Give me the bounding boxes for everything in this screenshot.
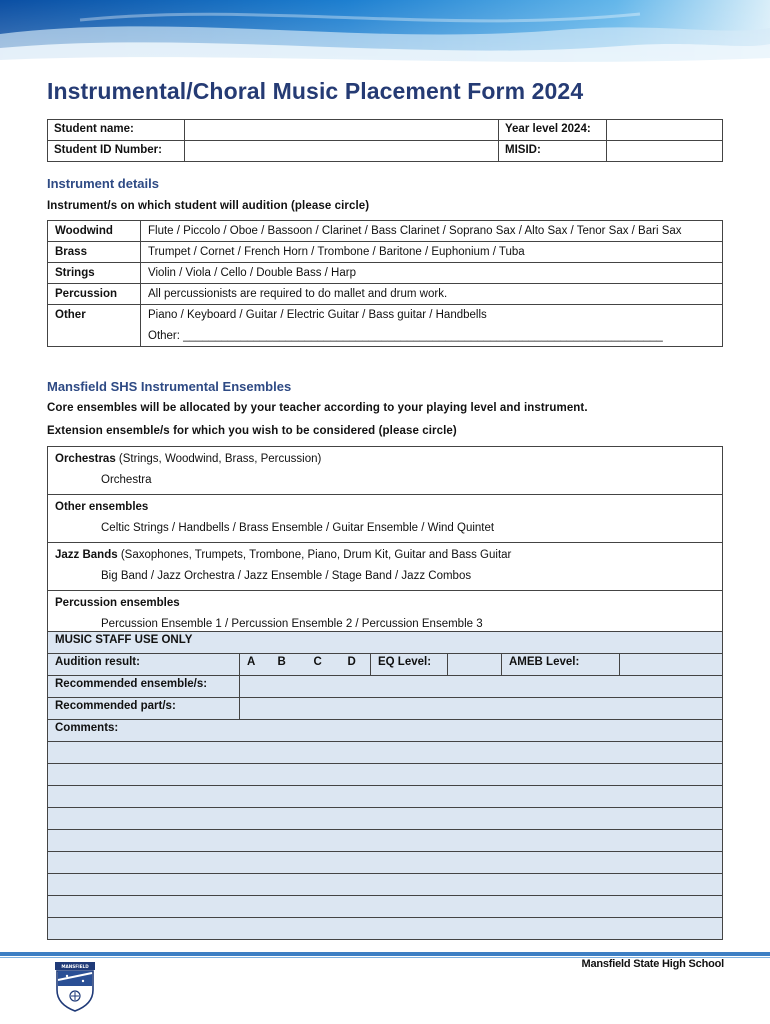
other-instrument-line[interactable]: Other: ___________________________________________________________________________ xyxy=(148,330,663,342)
instrument-row-percussion xyxy=(48,284,723,305)
instrument-category: Other xyxy=(48,305,141,347)
ensemble-group-detail: (Strings, Woodwind, Brass, Percussion) xyxy=(115,453,322,465)
school-crest-icon xyxy=(53,960,97,1012)
comments-line[interactable] xyxy=(48,786,723,808)
misid-field[interactable] xyxy=(607,141,723,162)
ensemble-group-jazz xyxy=(48,543,723,591)
ensemble-options[interactable]: Big Band / Jazz Orchestra / Jazz Ensemble / Stage Band / Jazz Combos xyxy=(101,570,472,582)
extension-ensembles-note: Extension ensemble/s for which you wish to be considered (please circle) xyxy=(47,425,457,437)
student-name-label: Student name: xyxy=(48,120,185,141)
instrument-options: All percussionists are required to do mallet and drum work. xyxy=(141,284,723,305)
crest-text: MANSFIELD xyxy=(61,964,89,970)
ameb-level-label: AMEB Level: xyxy=(502,654,620,676)
recommended-ensemble-field[interactable] xyxy=(240,676,723,698)
recommended-ensemble-label: Recommended ensemble/s: xyxy=(48,676,240,698)
eq-level-label: EQ Level: xyxy=(371,654,448,676)
comments-line[interactable] xyxy=(48,830,723,852)
year-level-label: Year level 2024: xyxy=(499,120,607,141)
comments-line[interactable] xyxy=(48,874,723,896)
instrument-options[interactable]: Piano / Keyboard / Guitar / Electric Guitar / Bass guitar / Handbells xyxy=(148,309,487,321)
instrument-category: Brass xyxy=(48,242,141,263)
instrument-options-cell xyxy=(141,305,723,347)
ensemble-group-title: Orchestras xyxy=(55,453,116,465)
instrument-row-woodwind xyxy=(48,221,723,242)
instrument-options[interactable]: Flute / Piccolo / Oboe / Bassoon / Clarinet / Bass Clarinet / Soprano Sax / Alto Sax / Tenor Sax / Bari Sax xyxy=(141,221,723,242)
staff-use-heading: MUSIC STAFF USE ONLY xyxy=(48,632,723,654)
recommended-part-field[interactable] xyxy=(240,698,723,720)
grade-option[interactable]: A xyxy=(240,654,271,676)
ensemble-table xyxy=(47,446,723,639)
comments-line[interactable] xyxy=(48,764,723,786)
comments-line[interactable] xyxy=(48,896,723,918)
ensemble-group-title: Other ensembles xyxy=(55,501,149,513)
footer-rule xyxy=(0,952,770,956)
comments-label: Comments: xyxy=(48,720,723,742)
audition-result-label: Audition result: xyxy=(48,654,240,676)
instrument-category: Percussion xyxy=(48,284,141,305)
student-details-table xyxy=(47,119,723,162)
core-ensembles-note: Core ensembles will be allocated by your teacher according to your playing level and instrument. xyxy=(47,402,588,414)
ensemble-options[interactable]: Celtic Strings / Handbells / Brass Ensemble / Guitar Ensemble / Wind Quintet xyxy=(101,522,495,534)
ensemble-options[interactable]: Orchestra xyxy=(101,474,152,486)
ensemble-group-title: Percussion ensembles xyxy=(55,597,180,609)
ensemble-options[interactable]: Percussion Ensemble 1 / Percussion Ensemble 2 / Percussion Ensemble 3 xyxy=(101,618,483,630)
ensemble-group-other xyxy=(48,495,723,543)
comments-line[interactable] xyxy=(48,742,723,764)
year-level-field[interactable] xyxy=(607,120,723,141)
instrument-row-other xyxy=(48,305,723,347)
comments-line[interactable] xyxy=(48,808,723,830)
school-name: Mansfield State High School xyxy=(581,958,724,970)
comments-line[interactable] xyxy=(48,852,723,874)
recommended-part-label: Recommended part/s: xyxy=(48,698,240,720)
instrument-row-brass xyxy=(48,242,723,263)
instrument-row-strings xyxy=(48,263,723,284)
ensemble-group-title: Jazz Bands xyxy=(55,549,118,561)
comments-line[interactable] xyxy=(48,918,723,940)
staff-use-table xyxy=(47,631,723,940)
eq-level-field[interactable] xyxy=(448,654,502,676)
page-title: Instrumental/Choral Music Placement Form 2024 xyxy=(47,78,584,104)
instrument-category: Strings xyxy=(48,263,141,284)
ensemble-group-detail: (Saxophones, Trumpets, Trombone, Piano, Drum Kit, Guitar and Bass Guitar xyxy=(117,549,512,561)
grade-option[interactable]: D xyxy=(341,654,371,676)
instrument-options[interactable]: Violin / Viola / Cello / Double Bass / Harp xyxy=(141,263,723,284)
student-id-field[interactable] xyxy=(185,141,499,162)
student-name-field[interactable] xyxy=(185,120,499,141)
ensembles-heading: Mansfield SHS Instrumental Ensembles xyxy=(47,379,292,394)
instrument-table xyxy=(47,220,723,347)
ensemble-group-orchestras xyxy=(48,447,723,495)
misid-label: MISID: xyxy=(499,141,607,162)
instrument-category: Woodwind xyxy=(48,221,141,242)
student-id-label: Student ID Number: xyxy=(48,141,185,162)
instrument-options[interactable]: Trumpet / Cornet / French Horn / Trombone / Baritone / Euphonium / Tuba xyxy=(141,242,723,263)
grade-option[interactable]: C xyxy=(307,654,341,676)
ameb-level-field[interactable] xyxy=(620,654,723,676)
header-banner xyxy=(0,0,770,78)
instrument-details-heading: Instrument details xyxy=(47,176,159,191)
grade-option[interactable]: B xyxy=(271,654,307,676)
instrument-instruction: Instrument/s on which student will audition (please circle) xyxy=(47,200,370,212)
